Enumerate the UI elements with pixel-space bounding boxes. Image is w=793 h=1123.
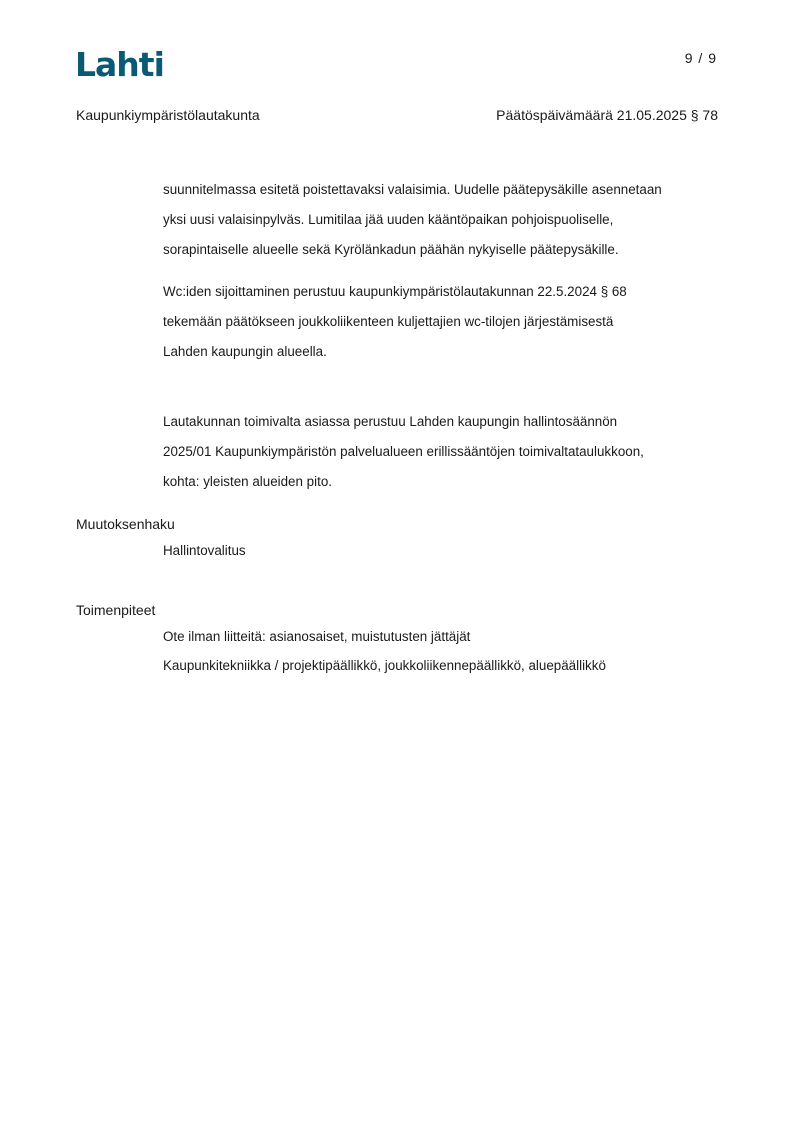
logo-text: Lahti: [75, 45, 164, 84]
actions-content: [163, 622, 606, 680]
text-line: Lahden kaupungin alueella.: [163, 344, 327, 359]
paragraph-authority: [163, 407, 723, 497]
text-line: kohta: yleisten alueiden pito.: [163, 474, 332, 489]
page-number: 9 / 9: [684, 50, 717, 66]
text-line: sorapintaiselle alueelle sekä Kyrölänkadun päähän nykyiselle päätepysäkille.: [163, 242, 619, 257]
decision-date: Päätöspäivämäärä 21.05.2025 § 78: [496, 107, 718, 123]
paragraph-wc: [163, 277, 723, 367]
text-line: tekemään päätökseen joukkoliikenteen kuljettajien wc-tilojen järjestämisestä: [163, 314, 614, 329]
paragraph-lighting: [163, 175, 723, 265]
text-line: Hallintovalitus: [163, 543, 246, 558]
actions-heading: Toimenpiteet: [76, 602, 156, 618]
appeal-content: [163, 536, 246, 565]
appeal-heading: Muutoksenhaku: [76, 516, 175, 532]
text-line: Ote ilman liitteitä: asianosaiset, muistutusten jättäjät: [163, 629, 471, 644]
text-line: 2025/01 Kaupunkiympäristön palvelualueen erillissääntöjen toimivaltataulukkoon,: [163, 444, 644, 459]
text-line: Kaupunkitekniikka / projektipäällikkö, joukkoliikennepäällikkö, aluepäällikkö: [163, 658, 606, 673]
text-line: Wc:iden sijoittaminen perustuu kaupunkiympäristölautakunnan 22.5.2024 § 68: [163, 284, 627, 299]
text-line: Lautakunnan toimivalta asiassa perustuu Lahden kaupungin hallintosäännön: [163, 414, 618, 429]
text-line: yksi uusi valaisinpylväs. Lumitilaa jää uuden kääntöpaikan pohjoispuoliselle,: [163, 212, 614, 227]
committee-name: Kaupunkiympäristölautakunta: [76, 107, 260, 123]
text-line: suunnitelmassa esitetä poistettavaksi valaisimia. Uudelle päätepysäkille asennetaan: [163, 182, 662, 197]
lahti-logo: [75, 46, 167, 84]
